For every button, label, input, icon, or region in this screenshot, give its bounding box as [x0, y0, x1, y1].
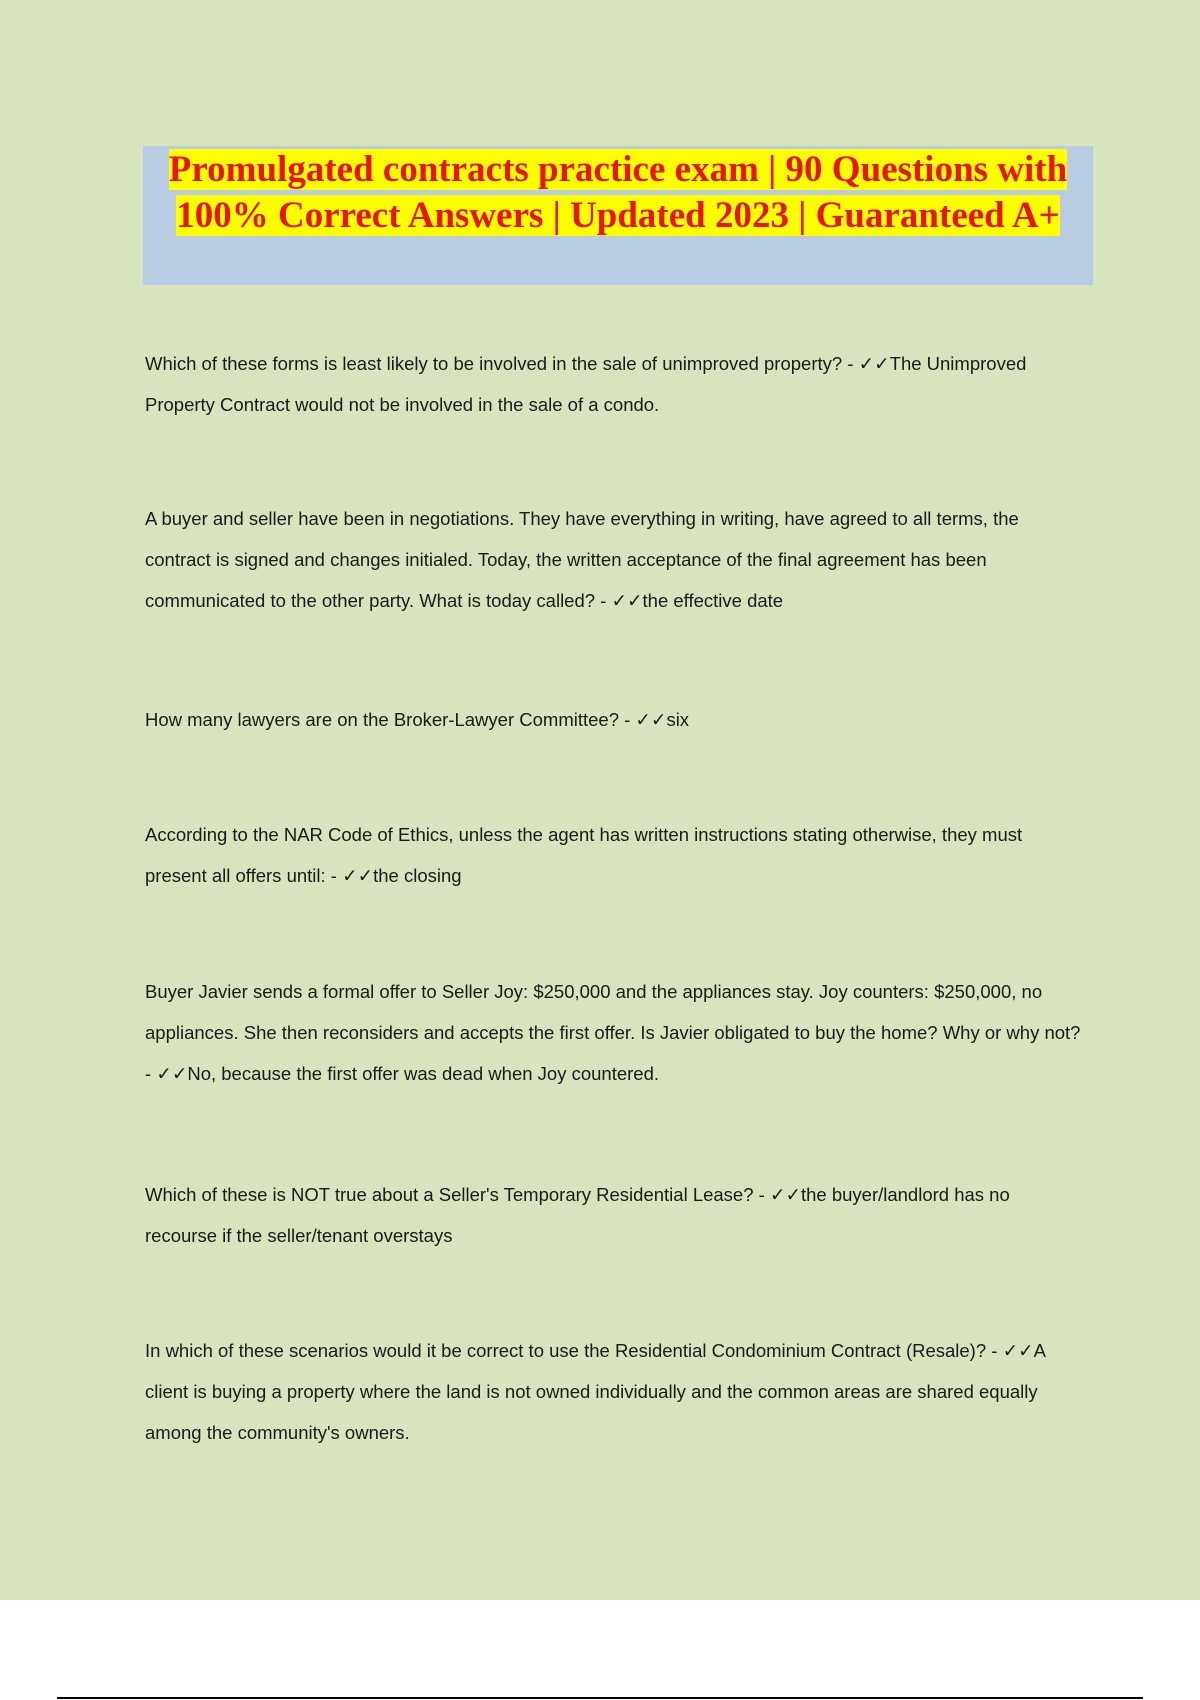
answer-text: The Unimproved Property Contract would not be involved in the sale of a condo.: [145, 353, 1027, 415]
question-text: Buyer Javier sends a formal offer to Seller Joy: $250,000 and the appliances stay. Joy counters: $250,000, no appliances. She then reconsiders and accepts the first offer. Is Javier obligated to buy the home? Why or why not? -: [145, 981, 1081, 1084]
qa-item-3: [145, 699, 1085, 740]
title-banner: [143, 146, 1093, 285]
checkmark-icon: ✓✓: [342, 865, 374, 886]
question-text: According to the NAR Code of Ethics, unless the agent has written instructions stating otherwise, they must present all offers until: -: [145, 824, 1023, 886]
checkmark-icon: ✓✓: [1002, 1340, 1034, 1361]
checkmark-icon: ✓✓: [611, 590, 643, 611]
answer-text: the effective date: [642, 590, 784, 611]
answer-text: the closing: [373, 865, 462, 886]
qa-item-6: [145, 1174, 1085, 1256]
qa-item-1: [145, 343, 1085, 425]
footer-divider: [57, 1697, 1143, 1699]
answer-text: A client is buying a property where the land is not owned individually and the common areas are shared equally among the community's owners.: [145, 1340, 1045, 1443]
question-text: How many lawyers are on the Broker-Lawyer Committee? -: [145, 709, 636, 730]
checkmark-icon: ✓✓: [769, 1184, 801, 1205]
question-text: In which of these scenarios would it be correct to use the Residential Condominium Contract (Resale)? -: [145, 1340, 1003, 1361]
question-text: Which of these forms is least likely to be involved in the sale of unimproved property? -: [145, 353, 859, 374]
checkmark-icon: ✓✓: [858, 353, 890, 374]
question-text: A buyer and seller have been in negotiations. They have everything in writing, have agreed to all terms, the contract is signed and changes initialed. Today, the written acceptance of the final agreement has been communicated to the other party. What is today called? -: [145, 508, 1019, 611]
checkmark-icon: ✓✓: [156, 1063, 188, 1084]
question-text: Which of these is NOT true about a Seller's Temporary Residential Lease? -: [145, 1184, 770, 1205]
answer-text: No, because the first offer was dead when Joy countered.: [187, 1063, 660, 1084]
checkmark-icon: ✓✓: [635, 709, 667, 730]
document-title: Promulgated contracts practice exam | 90 Questions with 100% Correct Answers | Updated 2023 | Guaranteed A+: [168, 149, 1068, 236]
answer-text: the buyer/landlord has no recourse if the seller/tenant overstays: [145, 1184, 1010, 1246]
qa-item-5: [145, 971, 1085, 1094]
qa-item-4: [145, 814, 1085, 896]
answer-text: six: [666, 709, 690, 730]
qa-item-2: [145, 498, 1085, 621]
qa-item-7: [145, 1330, 1085, 1453]
